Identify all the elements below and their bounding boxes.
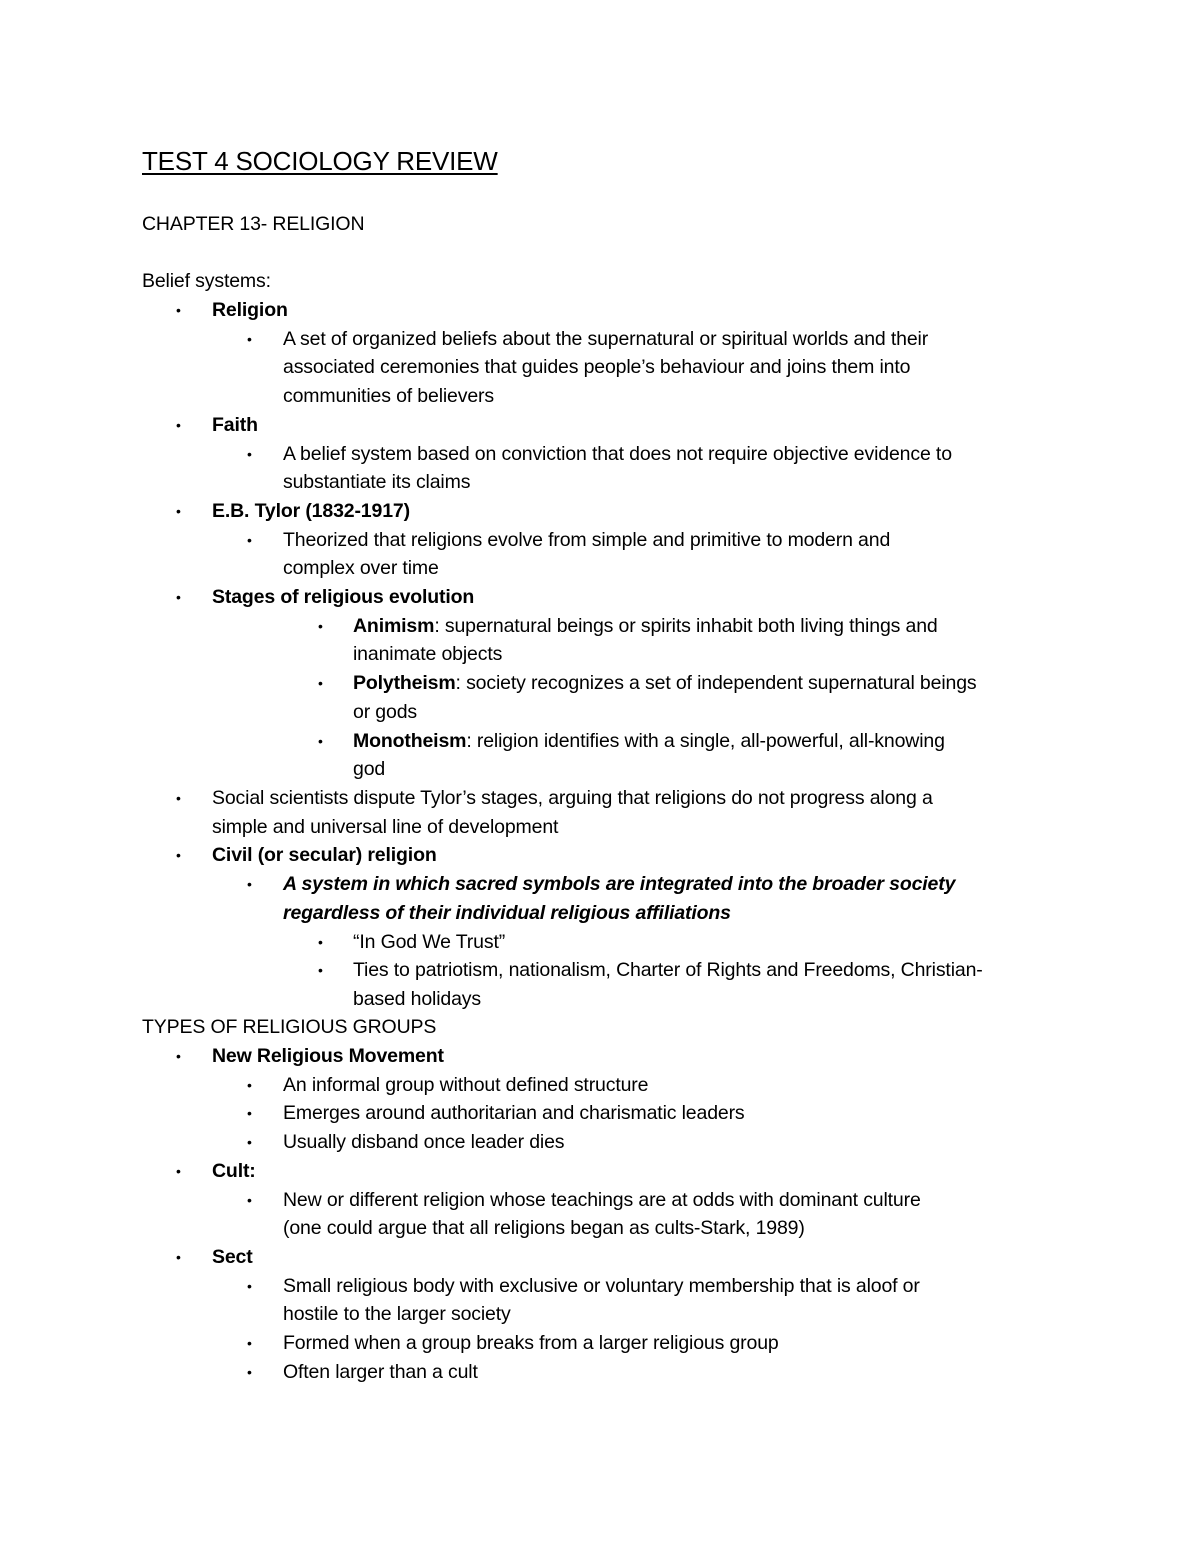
belief-systems-label: Belief systems: — [142, 270, 271, 292]
bullet: • — [247, 1077, 252, 1093]
page-title: TEST 4 SOCIOLOGY REVIEW — [142, 146, 498, 176]
nrm-item: An informal group without defined structure — [283, 1074, 649, 1096]
chapter-heading: CHAPTER 13- RELIGION — [142, 213, 365, 235]
animism-line — [353, 612, 938, 640]
civil-definition-line: regardless of their individual religious affiliations — [283, 902, 731, 924]
bullet: • — [176, 790, 181, 806]
animism-definition: : supernatural beings or spirits inhabit both living things and — [434, 615, 938, 637]
tylor-definition-line: complex over time — [283, 557, 439, 579]
bullet: • — [247, 1364, 252, 1380]
term-civil-religion: Civil (or secular) religion — [212, 844, 437, 866]
bullet: • — [176, 847, 181, 863]
bullet: • — [247, 1134, 252, 1150]
nrm-item: Emerges around authoritarian and charismatic leaders — [283, 1102, 745, 1124]
civil-example: based holidays — [353, 988, 481, 1010]
dispute-line: simple and universal line of development — [212, 816, 559, 838]
bullet: • — [247, 1192, 252, 1208]
tylor-definition-line: Theorized that religions evolve from simple and primitive to modern and — [283, 529, 891, 551]
monotheism-line — [353, 727, 945, 755]
bullet: • — [318, 962, 323, 978]
term-polytheism: Polytheism — [353, 672, 456, 694]
term-cult: Cult: — [212, 1160, 256, 1182]
religion-definition-line: communities of believers — [283, 385, 494, 407]
types-heading: TYPES OF RELIGIOUS GROUPS — [142, 1016, 437, 1038]
term-religion: Religion — [212, 299, 288, 321]
dispute-line: Social scientists dispute Tylor’s stages, arguing that religions do not progress along a — [212, 787, 933, 809]
bullet: • — [247, 876, 252, 892]
bullet: • — [318, 934, 323, 950]
sect-item: Formed when a group breaks from a larger religious group — [283, 1332, 779, 1354]
civil-definition-line: A system in which sacred symbols are integrated into the broader society — [283, 873, 956, 895]
bullet: • — [176, 302, 181, 318]
bullet: • — [176, 417, 181, 433]
bullet: • — [247, 446, 252, 462]
bullet: • — [176, 503, 181, 519]
religion-definition-line: associated ceremonies that guides people’s behaviour and joins them into — [283, 356, 911, 378]
animism-definition-line: inanimate objects — [353, 643, 503, 665]
sect-item: hostile to the larger society — [283, 1303, 511, 1325]
bullet: • — [318, 733, 323, 749]
cult-definition-line: (one could argue that all religions began as cults-Stark, 1989) — [283, 1217, 805, 1239]
nrm-item: Usually disband once leader dies — [283, 1131, 565, 1153]
bullet: • — [247, 532, 252, 548]
term-tylor: E.B. Tylor (1832-1917) — [212, 500, 410, 522]
cult-definition-line: New or different religion whose teachings are at odds with dominant culture — [283, 1189, 921, 1211]
bullet: • — [176, 589, 181, 605]
bullet: • — [176, 1249, 181, 1265]
term-animism: Animism — [353, 615, 435, 637]
bullet: • — [247, 331, 252, 347]
term-new-religious-movement: New Religious Movement — [212, 1045, 444, 1067]
term-monotheism: Monotheism — [353, 730, 467, 752]
bullet: • — [176, 1048, 181, 1064]
bullet: • — [247, 1335, 252, 1351]
polytheism-line — [353, 669, 977, 697]
term-sect: Sect — [212, 1246, 253, 1268]
polytheism-definition-line: or gods — [353, 701, 417, 723]
polytheism-definition: : society recognizes a set of independent supernatural beings — [455, 672, 977, 694]
sect-item: Often larger than a cult — [283, 1361, 478, 1383]
bullet: • — [247, 1278, 252, 1294]
bullet: • — [247, 1105, 252, 1121]
monotheism-definition-line: god — [353, 758, 386, 780]
bullet: • — [318, 618, 323, 634]
bullet: • — [318, 675, 323, 691]
bullet: • — [176, 1163, 181, 1179]
faith-definition-line: A belief system based on conviction that does not require objective evidence to — [283, 443, 952, 465]
civil-example: Ties to patriotism, nationalism, Charter of Rights and Freedoms, Christian- — [353, 959, 983, 981]
term-stages: Stages of religious evolution — [212, 586, 475, 608]
term-faith: Faith — [212, 414, 258, 436]
religion-definition-line: A set of organized beliefs about the supernatural or spiritual worlds and their — [283, 328, 929, 350]
sect-item: Small religious body with exclusive or voluntary membership that is aloof or — [283, 1275, 920, 1297]
monotheism-definition: : religion identifies with a single, all-powerful, all-knowing — [466, 730, 945, 752]
civil-example: “In God We Trust” — [353, 931, 506, 953]
faith-definition-line: substantiate its claims — [283, 471, 471, 493]
